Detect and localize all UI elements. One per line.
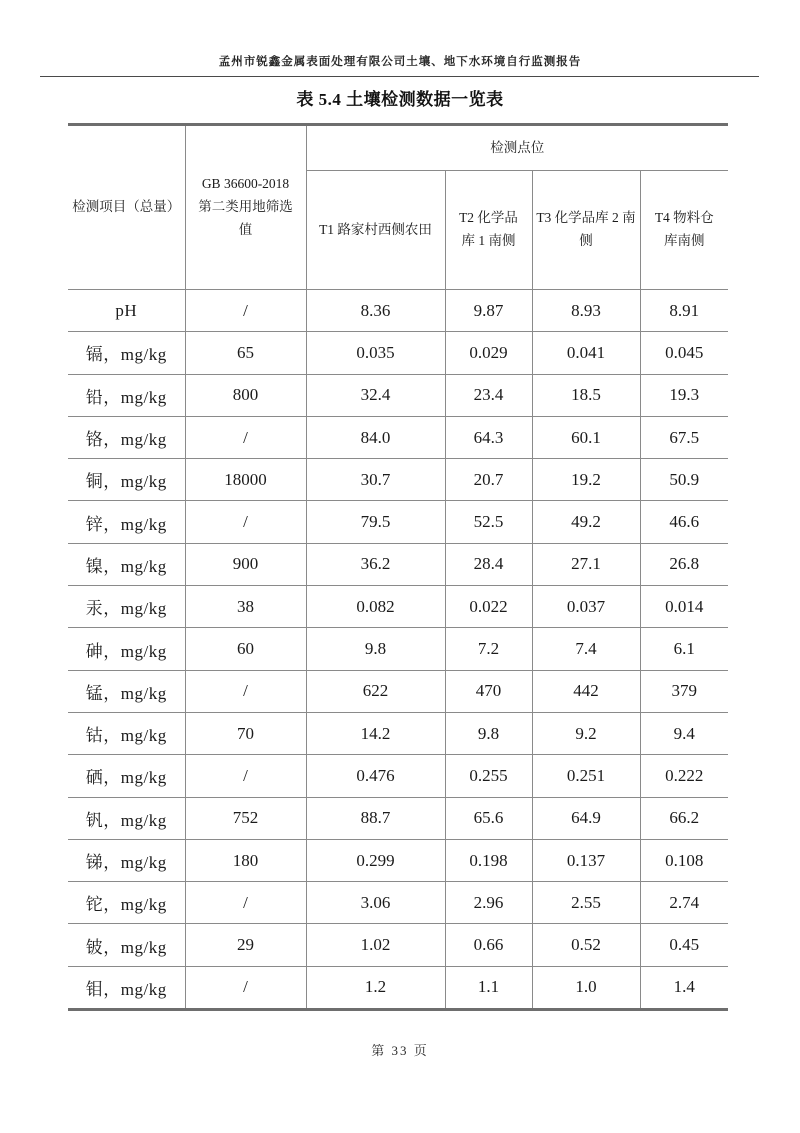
item-cell: 砷，mg/kg: [68, 628, 185, 670]
item-cell: 钼，mg/kg: [68, 966, 185, 1009]
value-cell: 14.2: [306, 712, 445, 754]
point-header: T4 物料仓 库南侧: [640, 171, 728, 290]
value-cell: 64.9: [532, 797, 640, 839]
point-header: T1 路家村西侧农田: [306, 171, 445, 290]
value-cell: 65.6: [445, 797, 532, 839]
value-cell: 46.6: [640, 501, 728, 543]
value-cell: 32.4: [306, 374, 445, 416]
value-cell: 8.36: [306, 290, 445, 332]
value-cell: 0.029: [445, 332, 532, 374]
value-cell: 3.06: [306, 882, 445, 924]
value-cell: 0.037: [532, 586, 640, 628]
value-cell: 88.7: [306, 797, 445, 839]
item-cell: 镍，mg/kg: [68, 543, 185, 585]
value-cell: 0.255: [445, 755, 532, 797]
screening-cell: /: [185, 501, 306, 543]
item-cell: 锑，mg/kg: [68, 839, 185, 881]
value-cell: 1.1: [445, 966, 532, 1009]
value-cell: 66.2: [640, 797, 728, 839]
value-cell: 1.2: [306, 966, 445, 1009]
value-cell: 60.1: [532, 416, 640, 458]
running-header: 孟州市锐鑫金属表面处理有限公司土壤、地下水环境自行监测报告: [218, 56, 582, 68]
screening-cell: 38: [185, 586, 306, 628]
value-cell: 30.7: [306, 459, 445, 501]
screening-cell: 60: [185, 628, 306, 670]
screening-cell: /: [185, 290, 306, 332]
value-cell: 27.1: [532, 543, 640, 585]
item-cell: 汞，mg/kg: [68, 586, 185, 628]
value-cell: 18.5: [532, 374, 640, 416]
item-cell: pH: [68, 290, 185, 332]
table-row: [68, 416, 728, 458]
value-cell: 470: [445, 670, 532, 712]
item-cell: 铅，mg/kg: [68, 374, 185, 416]
value-cell: 50.9: [640, 459, 728, 501]
screening-cell: 180: [185, 839, 306, 881]
screening-cell: 29: [185, 924, 306, 966]
item-cell: 锰，mg/kg: [68, 670, 185, 712]
value-cell: 0.082: [306, 586, 445, 628]
screening-cell: 18000: [185, 459, 306, 501]
screening-cell: /: [185, 882, 306, 924]
value-cell: 8.91: [640, 290, 728, 332]
item-cell: 铜，mg/kg: [68, 459, 185, 501]
value-cell: 1.4: [640, 966, 728, 1009]
value-cell: 0.476: [306, 755, 445, 797]
soil-data-table: [68, 123, 728, 1011]
screening-cell: /: [185, 416, 306, 458]
value-cell: 0.66: [445, 924, 532, 966]
value-cell: 1.02: [306, 924, 445, 966]
screening-column-header: GB 36600-2018 第二类用地筛选 值: [185, 125, 306, 290]
item-column-header: 检测项目（总量）: [68, 125, 185, 290]
screening-cell: 70: [185, 712, 306, 754]
value-cell: 0.137: [532, 839, 640, 881]
value-cell: 2.55: [532, 882, 640, 924]
table-row: [68, 839, 728, 881]
value-cell: 19.3: [640, 374, 728, 416]
value-cell: 0.035: [306, 332, 445, 374]
table-row: [68, 797, 728, 839]
value-cell: 1.0: [532, 966, 640, 1009]
value-cell: 0.222: [640, 755, 728, 797]
value-cell: 67.5: [640, 416, 728, 458]
table-row: [68, 882, 728, 924]
screening-cell: 800: [185, 374, 306, 416]
value-cell: 26.8: [640, 543, 728, 585]
page-number: 第 33 页: [371, 1043, 429, 1058]
item-cell: 钴，mg/kg: [68, 712, 185, 754]
table-row: [68, 290, 728, 332]
value-cell: 2.96: [445, 882, 532, 924]
item-cell: 铬，mg/kg: [68, 416, 185, 458]
value-cell: 8.93: [532, 290, 640, 332]
value-cell: 64.3: [445, 416, 532, 458]
value-cell: 28.4: [445, 543, 532, 585]
screening-cell: /: [185, 966, 306, 1009]
header-rule-divider: [40, 76, 759, 77]
value-cell: 442: [532, 670, 640, 712]
value-cell: 52.5: [445, 501, 532, 543]
table-row: [68, 924, 728, 966]
table-row: [68, 712, 728, 754]
value-cell: 0.251: [532, 755, 640, 797]
screening-cell: 752: [185, 797, 306, 839]
value-cell: 0.52: [532, 924, 640, 966]
table-row: [68, 459, 728, 501]
item-cell: 铊，mg/kg: [68, 882, 185, 924]
item-cell: 锌，mg/kg: [68, 501, 185, 543]
table-row: [68, 374, 728, 416]
value-cell: 49.2: [532, 501, 640, 543]
table-row: [68, 586, 728, 628]
soil-table-header: [68, 125, 728, 290]
point-header: T3 化学品库 2 南 侧: [532, 171, 640, 290]
value-cell: 79.5: [306, 501, 445, 543]
table-row: [68, 670, 728, 712]
value-cell: 84.0: [306, 416, 445, 458]
screening-cell: 65: [185, 332, 306, 374]
value-cell: 0.014: [640, 586, 728, 628]
page-title: 表 5.4 土壤检测数据一览表: [296, 90, 504, 109]
item-cell: 硒，mg/kg: [68, 755, 185, 797]
value-cell: 0.022: [445, 586, 532, 628]
table-row: [68, 755, 728, 797]
value-cell: 6.1: [640, 628, 728, 670]
soil-table-body: [68, 290, 728, 1010]
value-cell: 379: [640, 670, 728, 712]
screening-cell: /: [185, 670, 306, 712]
table-row: [68, 501, 728, 543]
value-cell: 0.108: [640, 839, 728, 881]
value-cell: 9.4: [640, 712, 728, 754]
value-cell: 20.7: [445, 459, 532, 501]
value-cell: 9.2: [532, 712, 640, 754]
value-cell: 622: [306, 670, 445, 712]
screening-cell: 900: [185, 543, 306, 585]
table-row: [68, 332, 728, 374]
value-cell: 0.041: [532, 332, 640, 374]
table-row: [68, 966, 728, 1009]
value-cell: 23.4: [445, 374, 532, 416]
table-row: [68, 543, 728, 585]
screening-cell: /: [185, 755, 306, 797]
value-cell: 9.8: [445, 712, 532, 754]
value-cell: 0.299: [306, 839, 445, 881]
value-cell: 9.87: [445, 290, 532, 332]
value-cell: 36.2: [306, 543, 445, 585]
item-cell: 钒，mg/kg: [68, 797, 185, 839]
value-cell: 0.045: [640, 332, 728, 374]
table-row: [68, 628, 728, 670]
value-cell: 0.198: [445, 839, 532, 881]
value-cell: 7.2: [445, 628, 532, 670]
header-row-group: [68, 125, 728, 171]
item-cell: 镉，mg/kg: [68, 332, 185, 374]
item-cell: 铍，mg/kg: [68, 924, 185, 966]
value-cell: 9.8: [306, 628, 445, 670]
value-cell: 19.2: [532, 459, 640, 501]
value-cell: 2.74: [640, 882, 728, 924]
value-cell: 7.4: [532, 628, 640, 670]
value-cell: 0.45: [640, 924, 728, 966]
points-group-header: 检测点位: [306, 125, 728, 171]
point-header: T2 化学品 库 1 南侧: [445, 171, 532, 290]
